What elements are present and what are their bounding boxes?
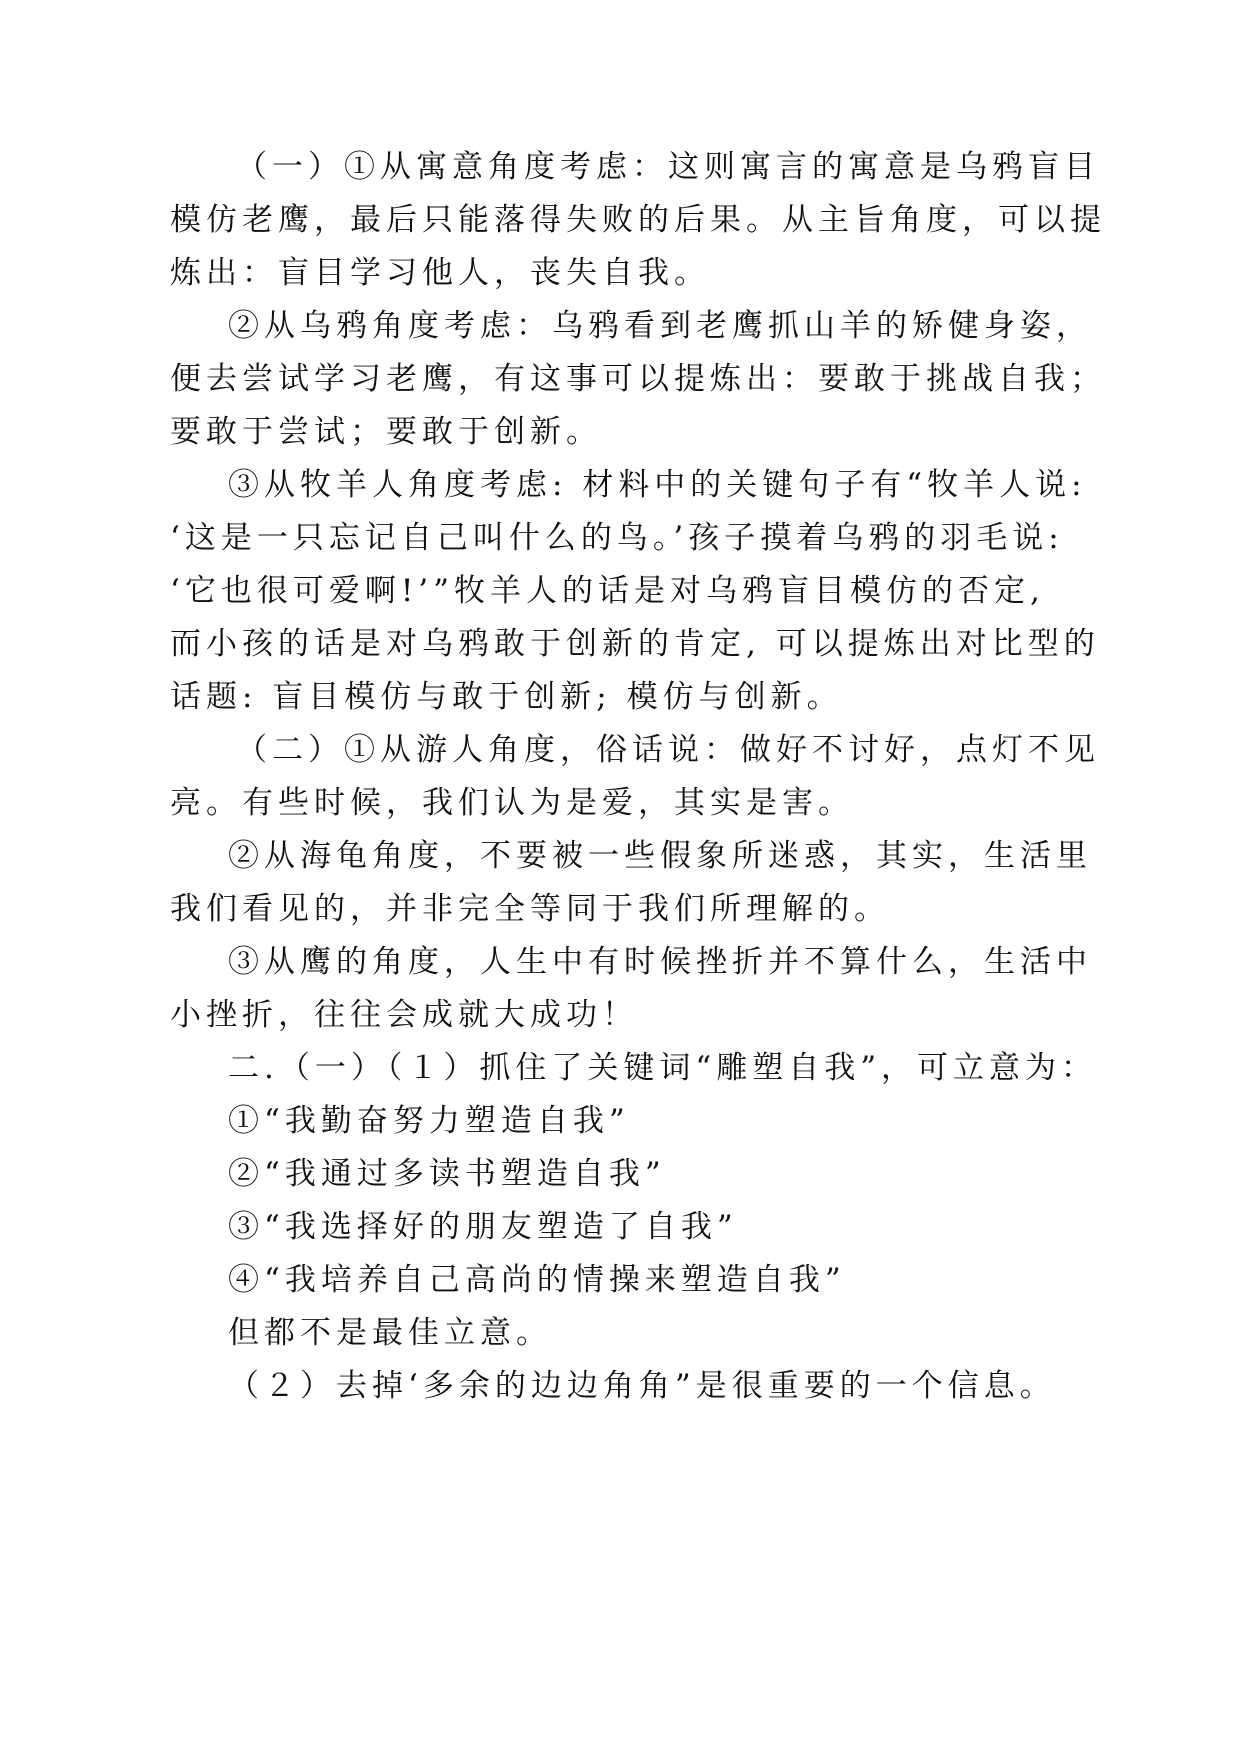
text-line: （２）去掉‘多余的边边角角”是很重要的一个信息。 xyxy=(228,1368,1056,1404)
text-line: （二）①从游人角度，俗话说：做好不讨好，点灯不见 xyxy=(236,732,1100,768)
text-line: （一）①从寓意角度考虑：这则寓言的寓意是乌鸦盲目 xyxy=(236,149,1100,185)
text-line: ③从牧羊人角度考虑: 材料中的关键句子有“牧羊人说: xyxy=(228,467,1087,503)
text-line: 炼出：盲目学习他人，丧失自我。 xyxy=(170,255,710,291)
text-line: ④“我培养自己高尚的情操来塑造自我” xyxy=(228,1262,846,1298)
text-line: 二.（一）（１）抓住了关键词“雕塑自我”，可立意为： xyxy=(228,1050,1098,1086)
text-line: ‘这是一只忘记自己叫什么的鸟。’孩子摸着乌鸦的羽毛说: xyxy=(170,520,1064,556)
text-line: 要敢于尝试；要敢于创新。 xyxy=(170,414,602,450)
text-line: 话题: 盲目模仿与敢于创新; 模仿与创新。 xyxy=(170,679,843,715)
text-line: 模仿老鹰，最后只能落得失败的后果。从主旨角度，可以提 xyxy=(170,202,1106,238)
text-line: ①“我勤奋努力塑造自我” xyxy=(228,1103,630,1139)
text-line: 亮。有些时候，我们认为是爱，其实是害。 xyxy=(170,785,854,821)
text-line: ③“我选择好的朋友塑造了自我” xyxy=(228,1209,738,1245)
text-line: ‘它也很可爱啊!’”牧羊人的话是对乌鸦盲目模仿的否定, xyxy=(170,573,1045,609)
text-line: 我们看见的，并非完全等同于我们所理解的。 xyxy=(170,891,890,927)
text-line: ③从鹰的角度，人生中有时候挫折并不算什么，生活中 xyxy=(228,944,1092,980)
text-line: 而小孩的话是对乌鸦敢于创新的肯定, 可以提炼出对比型的 xyxy=(170,626,1100,662)
text-line: ②从乌鸦角度考虑：乌鸦看到老鹰抓山羊的矫健身姿， xyxy=(228,308,1092,344)
text-line: 小挫折，往往会成就大成功！ xyxy=(170,997,638,1033)
text-line: ②“我通过多读书塑造自我” xyxy=(228,1156,666,1192)
text-line: 便去尝试学习老鹰，有这事可以提炼出：要敢于挑战自我； xyxy=(170,361,1106,397)
text-line: 但都不是最佳立意。 xyxy=(228,1315,552,1351)
text-line: ②从海龟角度，不要被一些假象所迷惑，其实，生活里 xyxy=(228,838,1092,874)
